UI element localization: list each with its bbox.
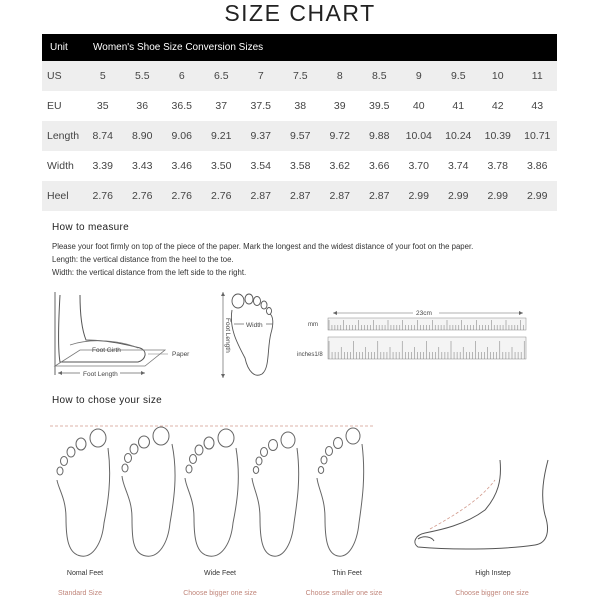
width-label: Width xyxy=(246,322,263,329)
thin-feet-caption: Thin Feet xyxy=(332,570,362,577)
wide-foot-alt-icon xyxy=(185,429,238,556)
table-cell: 3.50 xyxy=(202,151,242,181)
feet-illustrations xyxy=(48,418,378,568)
foot-length-vertical-label: Foot Length xyxy=(224,318,231,353)
ruler-diagram xyxy=(295,305,535,367)
row-label: EU xyxy=(42,91,83,121)
table-cell: 7.5 xyxy=(281,61,321,91)
paper-label: Paper xyxy=(172,351,190,358)
table-cell: 3.43 xyxy=(123,151,163,181)
table-cell: 2.87 xyxy=(320,181,360,211)
table-cell: 2.76 xyxy=(162,181,202,211)
top-foot-diagram xyxy=(215,288,290,383)
row-label: Length xyxy=(42,121,83,151)
table-row-eu xyxy=(42,91,557,121)
how-to-measure-instructions xyxy=(52,240,592,279)
table-cell: 2.99 xyxy=(439,181,479,211)
table-cell: 35 xyxy=(83,91,123,121)
normal-foot-icon xyxy=(57,429,110,556)
table-cell: 2.99 xyxy=(518,181,558,211)
table-cell: 9.37 xyxy=(241,121,281,151)
table-row-us xyxy=(42,61,557,91)
table-cell: 9 xyxy=(399,61,439,91)
table-header-row xyxy=(42,34,557,61)
table-cell: 2.87 xyxy=(281,181,321,211)
table-cell: 42 xyxy=(478,91,518,121)
table-cell: 2.87 xyxy=(241,181,281,211)
instruction-line: Width: the vertical distance from the left side to the right. xyxy=(52,268,247,277)
table-cell: 3.74 xyxy=(439,151,479,181)
thin-feet-advice: Choose smaller one size xyxy=(305,590,383,597)
table-cell: 8.90 xyxy=(123,121,163,151)
table-cell: 3.86 xyxy=(518,151,558,181)
thin-foot-alt-icon xyxy=(317,428,364,556)
side-foot-diagram xyxy=(50,290,200,385)
table-cell: 9.06 xyxy=(162,121,202,151)
table-cell: 10 xyxy=(478,61,518,91)
table-cell: 36 xyxy=(123,91,163,121)
table-cell: 3.54 xyxy=(241,151,281,181)
table-cell: 3.62 xyxy=(320,151,360,181)
table-cell: 3.78 xyxy=(478,151,518,181)
table-cell: 2.87 xyxy=(360,181,400,211)
table-cell: 41 xyxy=(439,91,479,121)
size-conversion-table xyxy=(42,34,557,211)
table-cell: 9.57 xyxy=(281,121,321,151)
table-cell: 39 xyxy=(320,91,360,121)
table-cell: 10.71 xyxy=(518,121,558,151)
row-label: Width xyxy=(42,151,83,181)
table-cell: 3.58 xyxy=(281,151,321,181)
table-cell: 37 xyxy=(202,91,242,121)
table-cell: 9.21 xyxy=(202,121,242,151)
table-cell: 10.39 xyxy=(478,121,518,151)
how-to-choose-heading: How to chose your size xyxy=(52,395,162,406)
table-cell: 6.5 xyxy=(202,61,242,91)
wide-feet-caption: Wide Feet xyxy=(204,570,236,577)
table-cell: 38 xyxy=(281,91,321,121)
table-cell: 43 xyxy=(518,91,558,121)
instruction-line: Please your foot firmly on top of the piece of the paper. Mark the longest and the widest distance of your foot on the paper. xyxy=(52,242,474,251)
instruction-line: Length: the vertical distance from the heel to the toe. xyxy=(52,255,234,264)
table-cell: 11 xyxy=(518,61,558,91)
thin-foot-icon xyxy=(252,432,299,556)
high-instep-caption: High Instep xyxy=(475,570,511,577)
table-cell: 10.24 xyxy=(439,121,479,151)
high-instep-foot-icon xyxy=(410,455,555,560)
ruler-length-label: 23cm xyxy=(416,310,432,317)
table-cell: 2.76 xyxy=(123,181,163,211)
row-label: US xyxy=(42,61,83,91)
table-cell: 2.99 xyxy=(478,181,518,211)
table-cell: 7 xyxy=(241,61,281,91)
table-row-heel xyxy=(42,181,557,211)
table-cell: 8 xyxy=(320,61,360,91)
table-cell: 8.5 xyxy=(360,61,400,91)
mm-label: mm xyxy=(308,322,318,328)
page-title: SIZE CHART xyxy=(224,0,376,26)
table-cell: 2.76 xyxy=(202,181,242,211)
inches-label: inches1/8 xyxy=(297,352,323,358)
table-cell: 40 xyxy=(399,91,439,121)
table-cell: 2.76 xyxy=(83,181,123,211)
table-cell: 3.70 xyxy=(399,151,439,181)
normal-feet-advice: Standard Size xyxy=(58,590,102,597)
unit-header: Unit xyxy=(42,34,83,61)
foot-girth-label: Foot Girth xyxy=(92,347,121,354)
normal-feet-caption: Nomal Feet xyxy=(66,570,104,577)
table-row-length xyxy=(42,121,557,151)
table-cell: 5 xyxy=(83,61,123,91)
table-cell: 9.5 xyxy=(439,61,479,91)
table-cell: 37.5 xyxy=(241,91,281,121)
table-cell: 2.99 xyxy=(399,181,439,211)
table-cell: 39.5 xyxy=(360,91,400,121)
table-cell: 10.04 xyxy=(399,121,439,151)
table-cell: 3.46 xyxy=(162,151,202,181)
table-cell: 3.39 xyxy=(83,151,123,181)
high-instep-advice: Choose bigger one size xyxy=(455,590,529,597)
wide-foot-icon xyxy=(122,427,175,556)
table-cell: 9.72 xyxy=(320,121,360,151)
table-cell: 9.88 xyxy=(360,121,400,151)
wide-feet-advice: Choose bigger one size xyxy=(183,590,257,597)
conversion-header: Women's Shoe Size Conversion Sizes xyxy=(83,34,557,61)
foot-length-label: Foot Length xyxy=(83,371,118,378)
table-cell: 5.5 xyxy=(123,61,163,91)
row-label: Heel xyxy=(42,181,83,211)
table-cell: 8.74 xyxy=(83,121,123,151)
table-cell: 6 xyxy=(162,61,202,91)
table-row-width xyxy=(42,151,557,181)
how-to-measure-heading: How to measure xyxy=(52,222,130,233)
table-cell: 36.5 xyxy=(162,91,202,121)
table-cell: 3.66 xyxy=(360,151,400,181)
